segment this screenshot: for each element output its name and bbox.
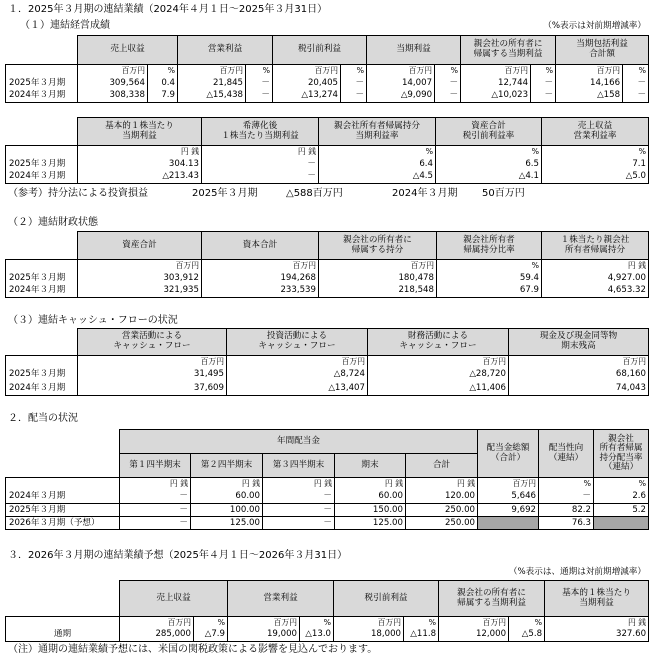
table-row <box>6 272 649 285</box>
cell: 250.00 <box>406 504 478 517</box>
cell: 5.2 <box>594 504 649 517</box>
corner-cell <box>6 454 120 478</box>
unit-pct: % <box>531 65 556 77</box>
cell: 308,338 <box>78 90 148 103</box>
col-basic-eps: 基本的１株当たり 当期利益 <box>545 581 649 617</box>
cell: － <box>120 517 191 530</box>
cell: 0.4 <box>148 77 178 90</box>
cell: 6.4 <box>319 158 436 171</box>
col-total: 合計 <box>406 454 478 478</box>
section2-title: ２．配当の状況 <box>8 413 78 424</box>
cell: 12,000 <box>439 629 509 642</box>
cell: △11,406 <box>368 382 509 396</box>
cell: 327.60 <box>545 629 649 642</box>
unit-label-cell <box>6 356 78 368</box>
cell: 37,609 <box>78 382 227 396</box>
col-q2: 第２四半期末 <box>191 454 263 478</box>
table-row <box>6 504 649 517</box>
cell: △7.9 <box>194 629 228 642</box>
unit: 百万円 <box>478 478 539 491</box>
corner-cell <box>6 232 78 260</box>
unit: 百万円 <box>227 356 368 368</box>
unit: % <box>436 146 542 158</box>
corner-cell <box>6 581 120 617</box>
table-row <box>6 382 649 396</box>
col-investing-cf: 投資活動による キャッシュ・フロー <box>227 329 368 356</box>
cell: － <box>263 504 335 517</box>
cell: 7.9 <box>148 90 178 103</box>
cell: 20,405 <box>273 77 341 90</box>
unit: 百万円 <box>319 260 437 272</box>
table-row <box>6 171 649 184</box>
unit-pct: % <box>341 65 367 77</box>
cell: － <box>202 158 319 171</box>
unit-row <box>6 617 649 629</box>
cell: 76.3 <box>539 517 594 530</box>
unit-yen: 円 銭 <box>545 617 649 629</box>
cell: 125.00 <box>191 517 263 530</box>
col-year-end: 期末 <box>335 454 406 478</box>
unit-amount: 百万円 <box>556 65 623 77</box>
unit-row <box>6 260 649 272</box>
cell: 14,007 <box>367 77 435 90</box>
col-owner-profit: 親会社の所有者に 帰属する当期利益 <box>461 36 556 65</box>
cell: △5.0 <box>542 171 649 184</box>
unit-row <box>6 65 649 77</box>
cell: 304.13 <box>78 158 202 171</box>
reference-fy2025-value: △588百万円 <box>286 188 343 199</box>
row-label: 2025年３月期 <box>6 272 78 285</box>
row-label: 2025年３月期 <box>6 504 120 517</box>
cell: 218,548 <box>319 285 437 298</box>
unit-amount: 百万円 <box>228 617 300 629</box>
table-row <box>6 158 649 171</box>
reference-label: （参考）持分法による投資損益 <box>8 188 148 199</box>
col-payout-ratio: 配当性向 （連結） <box>539 430 594 478</box>
unit-pct: % <box>623 65 649 77</box>
unit: 円 銭 <box>542 260 649 272</box>
unit-amount: 百万円 <box>367 65 435 77</box>
cell: 321,935 <box>78 285 202 298</box>
unit: 円 銭 <box>78 146 202 158</box>
reference-fy2024-label: 2024年３月期 <box>392 188 458 199</box>
row-label: 2025年３月期 <box>6 368 78 382</box>
col-doe: 親会社 所有者帰属 持分配当率 （連結） <box>594 430 649 478</box>
col-q1: 第１四半期末 <box>120 454 191 478</box>
sub2-title: （２）連結財政状態 <box>8 217 98 228</box>
corner-cell <box>6 118 78 146</box>
cell: － <box>435 77 461 90</box>
unit: % <box>594 478 649 491</box>
cell: － <box>202 171 319 184</box>
unit-label-cell <box>6 617 120 629</box>
financial-position-table <box>5 231 649 298</box>
cell: △11.8 <box>404 629 439 642</box>
col-total-assets: 資産合計 <box>78 232 202 260</box>
cell: － <box>263 491 335 504</box>
cell: － <box>120 491 191 504</box>
unit-amount: 百万円 <box>78 65 148 77</box>
col-financing-cf: 財務活動による キャッシュ・フロー <box>368 329 509 356</box>
header-row <box>6 118 649 146</box>
cell: 194,268 <box>202 272 319 285</box>
cell: － <box>263 517 335 530</box>
cell: 59.4 <box>437 272 542 285</box>
corner-cell <box>6 36 78 65</box>
row-label: 通期 <box>6 629 120 642</box>
cell: 60.00 <box>191 491 263 504</box>
cell: 6.5 <box>436 158 542 171</box>
unit-pct: % <box>509 617 545 629</box>
cell: 180,478 <box>319 272 437 285</box>
row-label: 2024年３月期 <box>6 171 78 184</box>
col-diluted-eps: 希薄化後 １株当たり当期利益 <box>202 118 319 146</box>
col-comprehensive-income: 当期包括利益 合計額 <box>556 36 649 65</box>
unit-amount: 百万円 <box>178 65 246 77</box>
unit: 円 銭 <box>335 478 406 491</box>
unit-row <box>6 356 649 368</box>
corner-cell <box>6 329 78 356</box>
table-row <box>6 368 649 382</box>
forecast-table <box>5 580 649 642</box>
unit: 円 銭 <box>191 478 263 491</box>
table-row <box>6 77 649 90</box>
cell: △158 <box>556 90 623 103</box>
cell: 82.2 <box>539 504 594 517</box>
row-label: 2025年３月期 <box>6 77 78 90</box>
col-operating-profit: 営業利益 <box>228 581 334 617</box>
header-row <box>6 581 649 617</box>
unit: 円 銭 <box>202 146 319 158</box>
col-revenue: 売上収益 <box>78 36 178 65</box>
cell: △28,720 <box>368 368 509 382</box>
cell: 4,653.32 <box>542 285 649 298</box>
unit-amount: 百万円 <box>439 617 509 629</box>
unit: 円 銭 <box>120 478 191 491</box>
cell: － <box>246 90 273 103</box>
unit-pct: % <box>194 617 228 629</box>
row-label: 2024年３月期 <box>6 382 78 396</box>
cell: － <box>531 90 556 103</box>
footnote: （注）通期の連結業績予想には、米国の関税政策による影響を見込んでおります。 <box>8 644 378 655</box>
col-total-equity: 資本合計 <box>202 232 319 260</box>
cash-flow-table <box>5 328 649 396</box>
section1-title: １．2025年３月期の連結業績（2024年４月１日～2025年３月31日） <box>8 4 328 15</box>
corner-cell <box>6 430 120 454</box>
cell: △9,090 <box>367 90 435 103</box>
cell: － <box>623 77 649 90</box>
cell: － <box>539 491 594 504</box>
cell: － <box>531 77 556 90</box>
cell: 74,043 <box>509 382 649 396</box>
col-bps: １株当たり親会社 所有者帰属持分 <box>542 232 649 260</box>
unit: % <box>437 260 542 272</box>
unit: 円 銭 <box>263 478 335 491</box>
cell: 120.00 <box>406 491 478 504</box>
cell: 60.00 <box>335 491 406 504</box>
cell: 31,495 <box>78 368 227 382</box>
col-operating-cf: 営業活動による キャッシュ・フロー <box>78 329 227 356</box>
table-row <box>6 517 649 530</box>
unit: % <box>539 478 594 491</box>
unit: 百万円 <box>78 260 202 272</box>
unit-label-cell <box>6 65 78 77</box>
cell: 5,646 <box>478 491 539 504</box>
header-row <box>6 329 649 356</box>
table-row <box>6 629 649 642</box>
unit-amount: 百万円 <box>120 617 194 629</box>
cell: 150.00 <box>335 504 406 517</box>
cell: 2.6 <box>594 491 649 504</box>
cell: － <box>435 90 461 103</box>
row-label: 2024年３月期 <box>6 90 78 103</box>
col-roa: 資産合計 税引前利益率 <box>436 118 542 146</box>
cell: 303,912 <box>78 272 202 285</box>
table-row <box>6 90 649 103</box>
col-revenue: 売上収益 <box>120 581 228 617</box>
unit-pct: % <box>435 65 461 77</box>
dividend-table <box>5 429 649 530</box>
sub1-note: （%表示は対前期増減率） <box>543 21 646 31</box>
cell: 309,564 <box>78 77 148 90</box>
col-cash-balance: 現金及び現金同等物 期末残高 <box>509 329 649 356</box>
cell: － <box>623 90 649 103</box>
cell: △13.0 <box>300 629 334 642</box>
cell: 9,692 <box>478 504 539 517</box>
unit-row <box>6 146 649 158</box>
col-total-dividend: 配当金総額 （合計） <box>478 430 539 478</box>
col-net-profit: 当期利益 <box>367 36 461 65</box>
col-q3: 第３四半期末 <box>263 454 335 478</box>
unit-pct: % <box>300 617 334 629</box>
cell: 12,744 <box>461 77 531 90</box>
section3-note: （%表示は、通期は対前期増減率） <box>508 567 646 577</box>
cell: － <box>341 77 367 90</box>
cell: 4,927.00 <box>542 272 649 285</box>
unit: % <box>542 146 649 158</box>
col-operating-margin: 売上収益 営業利益率 <box>542 118 649 146</box>
cell: △10,023 <box>461 90 531 103</box>
sub1-title: （１）連結経営成績 <box>20 20 110 31</box>
col-owner-profit: 親会社の所有者に 帰属する当期利益 <box>439 581 545 617</box>
cell: △8,724 <box>227 368 368 382</box>
cell: 233,539 <box>202 285 319 298</box>
col-pretax-profit: 税引前利益 <box>273 36 367 65</box>
per-share-table <box>5 117 649 184</box>
unit: 百万円 <box>78 356 227 368</box>
col-operating-profit: 営業利益 <box>178 36 273 65</box>
cell-shaded <box>594 517 649 530</box>
section3-title: ３．2026年３月期の連結業績予想（2025年４月１日～2026年３月31日） <box>8 550 348 561</box>
cell: 7.1 <box>542 158 649 171</box>
reference-fy2025-label: 2025年３月期 <box>192 188 258 199</box>
unit-label-cell <box>6 146 78 158</box>
cell: △13,407 <box>227 382 368 396</box>
col-pretax-profit: 税引前利益 <box>334 581 439 617</box>
cell: △4.1 <box>436 171 542 184</box>
unit-pct: % <box>404 617 439 629</box>
col-annual-dividend: 年間配当金 <box>120 430 478 454</box>
unit: 百万円 <box>509 356 649 368</box>
cell: 100.00 <box>191 504 263 517</box>
cell: △4.5 <box>319 171 436 184</box>
row-label: 2024年３月期 <box>6 491 120 504</box>
header-row <box>6 430 649 454</box>
header-row <box>6 232 649 260</box>
row-label: 2024年３月期 <box>6 285 78 298</box>
cell: 68,160 <box>509 368 649 382</box>
cell: 21,845 <box>178 77 246 90</box>
col-equity-ratio: 親会社所有者 帰属持分比率 <box>437 232 542 260</box>
reference-fy2024-value: 50百万円 <box>482 188 525 199</box>
unit-amount: 百万円 <box>273 65 341 77</box>
table-row <box>6 285 649 298</box>
header-row <box>6 36 649 65</box>
unit-pct: % <box>148 65 178 77</box>
table-row <box>6 491 649 504</box>
row-label: 2026年３月期（予想） <box>6 517 120 530</box>
cell: 14,166 <box>556 77 623 90</box>
col-owner-equity: 親会社の所有者に 帰属する持分 <box>319 232 437 260</box>
col-basic-eps: 基本的１株当たり 当期利益 <box>78 118 202 146</box>
sub3-title: （３）連結キャッシュ・フローの状況 <box>8 315 178 326</box>
cell: △15,438 <box>178 90 246 103</box>
unit: 百万円 <box>202 260 319 272</box>
unit: % <box>319 146 436 158</box>
unit: 円 銭 <box>406 478 478 491</box>
cell: 18,000 <box>334 629 404 642</box>
cell: 285,000 <box>120 629 194 642</box>
cell: － <box>341 90 367 103</box>
unit-label-cell <box>6 478 120 491</box>
cell-shaded <box>478 517 539 530</box>
cell: △5.8 <box>509 629 545 642</box>
operating-results-table <box>5 35 649 103</box>
unit-label-cell <box>6 260 78 272</box>
unit-pct: % <box>246 65 273 77</box>
unit-row <box>6 478 649 491</box>
cell: 67.9 <box>437 285 542 298</box>
cell: △13,274 <box>273 90 341 103</box>
cell: △213.43 <box>78 171 202 184</box>
unit: 百万円 <box>368 356 509 368</box>
unit-amount: 百万円 <box>334 617 404 629</box>
cell: 19,000 <box>228 629 300 642</box>
cell: 250.00 <box>406 517 478 530</box>
col-roe: 親会社所有者帰属持分 当期利益率 <box>319 118 436 146</box>
row-label: 2025年３月期 <box>6 158 78 171</box>
unit-amount: 百万円 <box>461 65 531 77</box>
cell: － <box>120 504 191 517</box>
cell: － <box>246 77 273 90</box>
cell: 125.00 <box>335 517 406 530</box>
